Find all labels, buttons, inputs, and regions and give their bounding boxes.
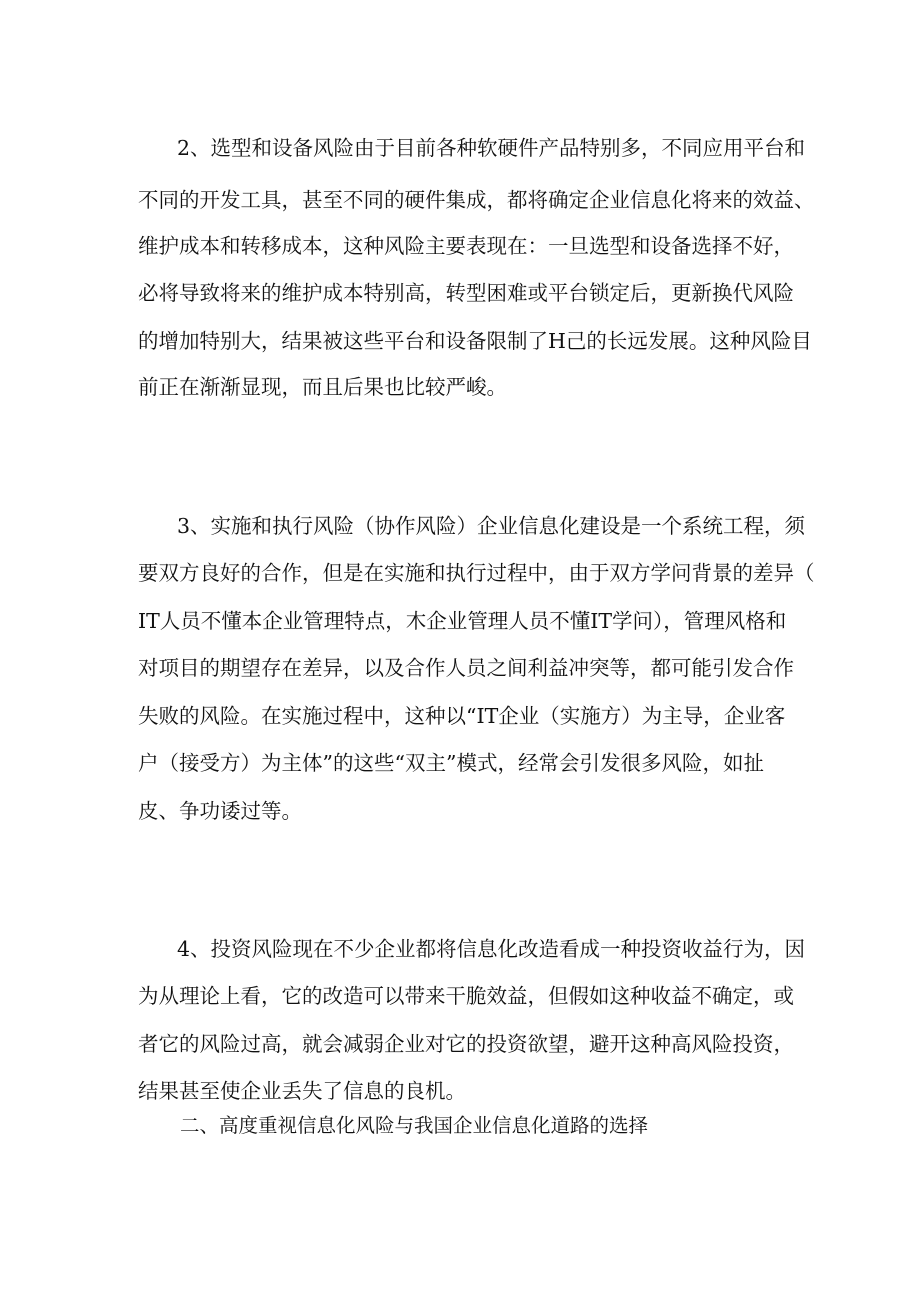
paragraph-3-line-7: 皮、争功诿过等。 bbox=[138, 799, 302, 823]
paragraph-3-line-3: IT人员不懂本企业管理特点，木企业管理人员不懂IT学问），管理风格和 bbox=[138, 609, 787, 633]
paragraph-2-line-5: 的增加特别大，结果被这些平台和设备限制了H己的长远发展。这种风险目 bbox=[138, 329, 812, 353]
paragraph-4-line-4: 结果甚至使企业丢失了信息的良机。 bbox=[138, 1079, 466, 1103]
paragraph-2-line-1: 2、选型和设备风险由于目前各种软硬件产品特别多，不同应用平台和 bbox=[177, 136, 806, 160]
paragraph-3-line-2: 要双方良好的合作，但是在实施和执行过程中，由于双方学问背景的差异（ bbox=[138, 561, 815, 585]
paragraph-4-line-2: 为从理论上看，它的改造可以带来干脆效益，但假如这种收益不确定，或 bbox=[138, 984, 794, 1008]
paragraph-3-line-4: 对项目的期望存在差异，以及合作人员之间利益冲突等，都可能引发合作 bbox=[138, 656, 794, 680]
paragraph-4-line-3: 者它的风险过高，就会减弱企业对它的投资欲望，避开这种高风险投资， bbox=[138, 1032, 794, 1056]
paragraph-3-line-6: 户（接受方）为主体”的这些“双主”模式，经常会引发很多风险，如扯 bbox=[138, 751, 764, 775]
paragraph-2-line-6: 前正在渐渐显现，而且后果也比较严峻。 bbox=[138, 375, 507, 399]
paragraph-2-line-3: 维护成本和转移成本，这种风险主要表现在：一旦选型和设备选择不好， bbox=[138, 234, 794, 258]
paragraph-4-line-1: 4、投资风险现在不少企业都将信息化改造看成一种投资收益行为，因 bbox=[177, 937, 806, 961]
paragraph-2-line-4: 必将导致将来的维护成本特别高，转型困难或平台锁定后，更新换代风险 bbox=[138, 281, 794, 305]
paragraph-3-line-5: 失败的风险。在实施过程中，这种以“IT企业（实施方）为主导，企业客 bbox=[138, 704, 786, 728]
section-heading: 二、高度重视信息化风险与我国企业信息化道路的选择 bbox=[180, 1114, 649, 1137]
paragraph-2-line-2: 不同的开发工具，甚至不同的硬件集成，都将确定企业信息化将来的效益、 bbox=[138, 188, 815, 212]
paragraph-3-line-1: 3、实施和执行风险（协作风险）企业信息化建设是一个系统工程，须 bbox=[177, 514, 806, 538]
